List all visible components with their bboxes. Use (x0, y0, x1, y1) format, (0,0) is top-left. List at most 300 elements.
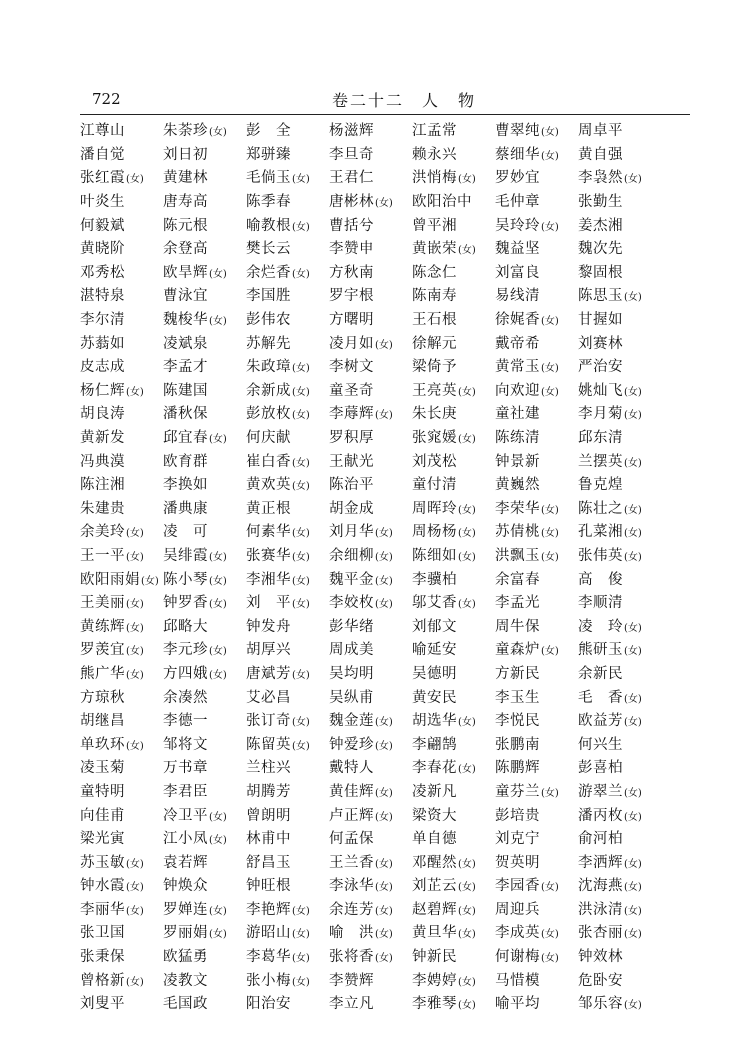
name-entry: 余富春 (495, 571, 540, 588)
name-entry: 李换如 (163, 477, 208, 494)
name-row (80, 354, 660, 378)
name-row (80, 519, 660, 543)
name-row (80, 708, 660, 732)
name-entry: 潘自觉 (80, 146, 125, 163)
name-entry: 李赞申 (329, 241, 374, 258)
name-entry: 易线清 (495, 288, 540, 305)
name-entry: 周杨杨(女) (412, 524, 476, 541)
name-entry: 曾格新(女) (80, 972, 144, 989)
name-entry: 李园香(女) (495, 878, 559, 895)
name-entry: 李成英(女) (495, 925, 559, 942)
name-entry: 钟爱珍(女) (329, 736, 393, 753)
name-entry: 李尔清 (80, 312, 125, 329)
name-entry: 凌 玲(女) (578, 618, 642, 635)
name-entry: 李荣华(女) (495, 500, 559, 517)
name-entry: 张红霞(女) (80, 170, 144, 187)
name-entry: 苏玉敏(女) (80, 854, 144, 871)
name-entry: 黄常玉(女) (495, 359, 559, 376)
name-entry: 魏梭华(女) (163, 312, 227, 329)
name-entry: 何庆献 (246, 430, 291, 447)
name-entry: 陈小琴(女) (163, 571, 227, 588)
name-entry: 戴帝希 (495, 335, 540, 352)
name-list (80, 118, 660, 1015)
name-entry: 贺英明 (495, 854, 540, 871)
name-row (80, 472, 660, 496)
name-row (80, 613, 660, 637)
name-entry: 黄晓阶 (80, 241, 125, 258)
name-entry: 魏次先 (578, 241, 623, 258)
name-entry: 欧旱辉(女) (163, 264, 227, 281)
name-row (80, 849, 660, 873)
name-row (80, 731, 660, 755)
running-title (332, 88, 476, 111)
name-entry: 黄巍然 (495, 477, 540, 494)
name-row (80, 637, 660, 661)
name-entry: 潘典康 (163, 500, 208, 517)
name-entry: 李德一 (163, 713, 208, 730)
name-entry: 凌教文 (163, 972, 208, 989)
name-entry: 方新民 (495, 665, 540, 682)
name-entry: 黄正根 (246, 500, 291, 517)
name-entry: 李雅琴(女) (412, 996, 476, 1013)
name-entry: 童圣奇 (329, 382, 374, 399)
name-entry: 李葛华(女) (246, 949, 310, 966)
name-entry: 曹翠纯(女) (495, 123, 559, 140)
name-row (80, 543, 660, 567)
name-row (80, 684, 660, 708)
name-entry: 罗丽娟(女) (163, 925, 227, 942)
name-entry: 湛特泉 (80, 288, 125, 305)
name-entry: 凌 可 (163, 524, 208, 541)
name-entry: 欧育群 (163, 453, 208, 470)
name-row (80, 967, 660, 991)
name-entry: 向欢迎(女) (495, 382, 559, 399)
name-entry: 苏解先 (246, 335, 291, 352)
name-entry: 罗羡宜(女) (80, 642, 144, 659)
name-entry: 余新民 (578, 665, 623, 682)
name-entry: 万书章 (163, 760, 208, 777)
name-entry: 冷卫平(女) (163, 807, 227, 824)
name-entry: 鲁克煌 (578, 477, 623, 494)
name-entry: 单自德 (412, 831, 457, 848)
name-entry: 何毅斌 (80, 217, 125, 234)
name-entry: 舒昌玉 (246, 854, 291, 871)
name-entry: 陈念仁 (412, 264, 457, 281)
name-entry: 邱略大 (163, 618, 208, 635)
name-entry: 胡选华(女) (412, 713, 476, 730)
name-entry: 余新成(女) (246, 382, 310, 399)
name-entry: 黄建林 (163, 170, 208, 187)
name-entry: 陈元根 (163, 217, 208, 234)
name-entry: 毛仲章 (495, 194, 540, 211)
name-entry: 凌玉菊 (80, 760, 125, 777)
name-entry: 李玉生 (495, 689, 540, 706)
name-entry: 刘茂松 (412, 453, 457, 470)
name-entry: 游翠兰(女) (578, 783, 642, 800)
name-entry: 曹括兮 (329, 217, 374, 234)
name-entry: 李树文 (329, 359, 374, 376)
name-entry: 欧阳雨娟(女) (80, 571, 159, 588)
name-entry: 毛 香(女) (578, 689, 642, 706)
name-row (80, 991, 660, 1015)
name-entry: 刘富良 (495, 264, 540, 281)
name-entry: 严治安 (578, 359, 623, 376)
name-entry: 童森炉(女) (495, 642, 559, 659)
name-row (80, 873, 660, 897)
name-entry: 苏倩桃(女) (495, 524, 559, 541)
name-entry: 凌斌泉 (163, 335, 208, 352)
name-entry: 罗宇根 (329, 288, 374, 305)
name-row (80, 189, 660, 213)
name-entry: 张卫国 (80, 925, 125, 942)
name-entry: 童付清 (412, 477, 457, 494)
name-entry: 黎固根 (578, 264, 623, 281)
name-entry: 彭放枚(女) (246, 406, 310, 423)
name-entry: 何孟保 (329, 831, 374, 848)
name-entry: 邬艾香(女) (412, 595, 476, 612)
name-entry: 张伟英(女) (578, 547, 642, 564)
page-number: 722 (92, 90, 121, 108)
name-entry: 钟发舟 (246, 618, 291, 635)
name-entry: 何兴生 (578, 736, 623, 753)
name-entry: 刘叟平 (80, 996, 125, 1013)
name-entry: 陈建国 (163, 382, 208, 399)
name-entry: 江小凤(女) (163, 831, 227, 848)
name-entry: 阳治安 (246, 996, 291, 1013)
name-entry: 周晖玲(女) (412, 500, 476, 517)
name-entry: 童社建 (495, 406, 540, 423)
name-row (80, 779, 660, 803)
name-entry: 洪飘玉(女) (495, 547, 559, 564)
name-entry: 方四娥(女) (163, 665, 227, 682)
name-entry: 喻教根(女) (246, 217, 310, 234)
name-row (80, 496, 660, 520)
name-entry: 胡腾芳 (246, 783, 291, 800)
name-entry: 王君仁 (329, 170, 374, 187)
name-entry: 李袅然(女) (578, 170, 642, 187)
name-entry: 陈治平 (329, 477, 374, 494)
name-entry: 邹乐容(女) (578, 996, 642, 1013)
name-entry: 李旦奇 (329, 146, 374, 163)
name-entry: 唐寿高 (163, 194, 208, 211)
name-row (80, 118, 660, 142)
name-entry: 黄新发 (80, 430, 125, 447)
name-entry: 刘月华(女) (329, 524, 393, 541)
name-entry: 熊广华(女) (80, 665, 144, 682)
name-row (80, 755, 660, 779)
name-entry: 余烂香(女) (246, 264, 310, 281)
name-entry: 杨滋辉 (329, 123, 374, 140)
name-entry: 王一平(女) (80, 547, 144, 564)
name-entry: 张杏丽(女) (578, 925, 642, 942)
name-entry: 罗积厚 (329, 430, 374, 447)
name-entry: 魏平金(女) (329, 571, 393, 588)
name-row (80, 212, 660, 236)
name-entry: 欧益芳(女) (578, 713, 642, 730)
name-entry: 张秉保 (80, 949, 125, 966)
name-entry: 江尊山 (80, 123, 125, 140)
name-entry: 兰柱兴 (246, 760, 291, 777)
name-entry: 江孟常 (412, 123, 457, 140)
name-entry: 李月菊(女) (578, 406, 642, 423)
name-entry: 卢正辉(女) (329, 807, 393, 824)
name-entry: 张勤生 (578, 194, 623, 211)
name-entry: 邓秀松 (80, 264, 125, 281)
name-entry: 黄欢英(女) (246, 477, 310, 494)
name-entry: 冯典漠 (80, 453, 125, 470)
name-entry: 黄练辉(女) (80, 618, 144, 635)
name-entry: 黄嵌荣(女) (412, 241, 476, 258)
name-row (80, 944, 660, 968)
name-entry: 梁倚予 (412, 359, 457, 376)
name-entry: 洪悄梅(女) (412, 170, 476, 187)
name-entry: 高 俊 (578, 571, 623, 588)
name-entry: 陈留英(女) (246, 736, 310, 753)
name-entry: 王亮英(女) (412, 382, 476, 399)
name-row (80, 165, 660, 189)
name-entry: 艾必昌 (246, 689, 291, 706)
volume-label: 卷二十二 (332, 91, 405, 110)
name-row (80, 260, 660, 284)
name-entry: 陈思玉(女) (578, 288, 642, 305)
name-entry: 李娉婷(女) (412, 972, 476, 989)
name-entry: 王石根 (412, 312, 457, 329)
name-entry: 潘秋保 (163, 406, 208, 423)
name-row (80, 378, 660, 402)
name-entry: 熊研玉(女) (578, 642, 642, 659)
name-entry: 潘丙枚(女) (578, 807, 642, 824)
name-entry: 皮志成 (80, 359, 125, 376)
name-entry: 朱长庚 (412, 406, 457, 423)
name-entry: 方琼秋 (80, 689, 125, 706)
name-entry: 欧猛勇 (163, 949, 208, 966)
name-entry: 向佳甫 (80, 807, 125, 824)
name-entry: 陈壮之(女) (578, 500, 642, 517)
name-entry: 唐斌芳(女) (246, 665, 310, 682)
name-entry: 林甫中 (246, 831, 291, 848)
name-entry: 周成美 (329, 642, 374, 659)
name-entry: 李顺清 (578, 595, 623, 612)
name-entry: 罗婵连(女) (163, 901, 227, 918)
name-entry: 危卧安 (578, 972, 623, 989)
name-entry: 凌新凡 (412, 783, 457, 800)
name-entry: 邱东清 (578, 430, 623, 447)
name-entry: 余登高 (163, 241, 208, 258)
name-row (80, 920, 660, 944)
name-entry: 王献光 (329, 453, 374, 470)
name-entry: 周卓平 (578, 123, 623, 140)
name-row (80, 897, 660, 921)
name-entry: 刘芷云(女) (412, 878, 476, 895)
name-entry: 胡厚兴 (246, 642, 291, 659)
name-entry: 徐娓香(女) (495, 312, 559, 329)
name-entry: 钟焕众 (163, 878, 208, 895)
name-entry: 方秋南 (329, 264, 374, 281)
name-entry: 李赞辉 (329, 972, 374, 989)
name-entry: 童芬兰(女) (495, 783, 559, 800)
name-entry: 毛倘玉(女) (246, 170, 310, 187)
name-entry: 邹将文 (163, 736, 208, 753)
name-entry: 黄佳辉(女) (329, 783, 393, 800)
name-row (80, 425, 660, 449)
name-row (80, 236, 660, 260)
name-entry: 胡良涛 (80, 406, 125, 423)
name-entry: 彭培贵 (495, 807, 540, 824)
name-entry: 姜杰湘 (578, 217, 623, 234)
name-entry: 李姣枚(女) (329, 595, 393, 612)
name-entry: 戴特人 (329, 760, 374, 777)
name-entry: 张窕媛(女) (412, 430, 476, 447)
name-entry: 周牛保 (495, 618, 540, 635)
name-entry: 罗妙宜 (495, 170, 540, 187)
name-entry: 唐彬林(女) (329, 194, 393, 211)
name-entry: 吴德明 (412, 665, 457, 682)
name-entry: 胡金成 (329, 500, 374, 517)
name-entry: 钟景新 (495, 453, 540, 470)
name-entry: 李元珍(女) (163, 642, 227, 659)
name-entry: 陈南寿 (412, 288, 457, 305)
name-entry: 李艳辉(女) (246, 901, 310, 918)
name-entry: 彭 全 (246, 123, 291, 140)
name-row (80, 283, 660, 307)
name-entry: 游昭山(女) (246, 925, 310, 942)
name-entry: 何素华(女) (246, 524, 310, 541)
name-entry: 何谢梅(女) (495, 949, 559, 966)
name-entry: 李翩鹄 (412, 736, 457, 753)
name-entry: 李蓐辉(女) (329, 406, 393, 423)
name-entry: 张鹏南 (495, 736, 540, 753)
name-entry: 郑骈臻 (246, 146, 291, 163)
name-entry: 朱荼珍(女) (163, 123, 227, 140)
name-entry: 钟旺根 (246, 878, 291, 895)
name-entry: 蔡细华(女) (495, 146, 559, 163)
name-entry: 袁若辉 (163, 854, 208, 871)
name-entry: 毛国政 (163, 996, 208, 1013)
name-entry: 曾平湘 (412, 217, 457, 234)
name-entry: 陈练清 (495, 430, 540, 447)
name-row (80, 590, 660, 614)
name-entry: 余细柳(女) (329, 547, 393, 564)
name-entry: 刘郁文 (412, 618, 457, 635)
name-row (80, 401, 660, 425)
name-entry: 刘 平(女) (246, 595, 310, 612)
name-entry: 梁光寅 (80, 831, 125, 848)
name-entry: 李孟光 (495, 595, 540, 612)
name-entry: 张订奇(女) (246, 713, 310, 730)
name-entry: 朱政璋(女) (246, 359, 310, 376)
name-entry: 彭伟农 (246, 312, 291, 329)
name-entry: 赖永兴 (412, 146, 457, 163)
name-entry: 彭喜柏 (578, 760, 623, 777)
name-entry: 张小梅(女) (246, 972, 310, 989)
name-entry: 喻平均 (495, 996, 540, 1013)
name-entry: 李春花(女) (412, 760, 476, 777)
name-entry: 陈细如(女) (412, 547, 476, 564)
name-entry: 钟水霞(女) (80, 878, 144, 895)
name-entry: 吴纵甫 (329, 689, 374, 706)
name-entry: 徐解元 (412, 335, 457, 352)
name-row (80, 307, 660, 331)
name-row (80, 142, 660, 166)
name-entry: 钟罗香(女) (163, 595, 227, 612)
section-label: 人 物 (422, 91, 477, 110)
name-entry: 苏蓊如 (80, 335, 125, 352)
name-entry: 余美玲(女) (80, 524, 144, 541)
name-entry: 甘握如 (578, 312, 623, 329)
name-entry: 喻 洪(女) (329, 925, 393, 942)
name-entry: 李泳华(女) (329, 878, 393, 895)
name-entry: 姚灿飞(女) (578, 382, 642, 399)
name-row (80, 826, 660, 850)
name-row (80, 661, 660, 685)
name-entry: 吴均明 (329, 665, 374, 682)
name-entry: 陈注湘 (80, 477, 125, 494)
name-entry: 王美丽(女) (80, 595, 144, 612)
name-entry: 喻延安 (412, 642, 457, 659)
name-row (80, 802, 660, 826)
name-entry: 李君臣 (163, 783, 208, 800)
page-header (80, 88, 690, 115)
name-row (80, 330, 660, 354)
name-entry: 叶炎生 (80, 194, 125, 211)
name-entry: 魏益坚 (495, 241, 540, 258)
name-entry: 梁资大 (412, 807, 457, 824)
name-entry: 李国胜 (246, 288, 291, 305)
name-entry: 彭华绪 (329, 618, 374, 635)
name-row (80, 566, 660, 590)
name-entry: 余连芳(女) (329, 901, 393, 918)
name-entry: 王兰香(女) (329, 854, 393, 871)
name-entry: 欧阳治中 (412, 194, 472, 211)
name-entry: 樊长云 (246, 241, 291, 258)
name-entry: 黄自强 (578, 146, 623, 163)
name-entry: 凌月如(女) (329, 335, 393, 352)
name-entry: 赵碧辉(女) (412, 901, 476, 918)
name-entry: 刘日初 (163, 146, 208, 163)
name-entry: 刘克宁 (495, 831, 540, 848)
name-entry: 黄旦华(女) (412, 925, 476, 942)
name-entry: 魏金莲(女) (329, 713, 393, 730)
name-entry: 吴绯霞(女) (163, 547, 227, 564)
name-entry: 周迎兵 (495, 901, 540, 918)
name-entry: 单玖环(女) (80, 736, 144, 753)
name-entry: 杨仁辉(女) (80, 382, 144, 399)
name-entry: 吴玲玲(女) (495, 217, 559, 234)
name-entry: 钟效林 (578, 949, 623, 966)
name-entry: 崔白香(女) (246, 453, 310, 470)
name-entry: 俞河柏 (578, 831, 623, 848)
name-entry: 李洒辉(女) (578, 854, 642, 871)
name-entry: 李悦民 (495, 713, 540, 730)
name-entry: 洪泳清(女) (578, 901, 642, 918)
name-entry: 马惜模 (495, 972, 540, 989)
name-entry: 陈季春 (246, 194, 291, 211)
name-entry: 张将香(女) (329, 949, 393, 966)
name-row (80, 448, 660, 472)
name-entry: 邓醒然(女) (412, 854, 476, 871)
name-entry: 胡继昌 (80, 713, 125, 730)
name-entry: 钟新民 (412, 949, 457, 966)
name-entry: 邱宜春(女) (163, 430, 227, 447)
name-entry: 兰摆英(女) (578, 453, 642, 470)
name-entry: 曾朗明 (246, 807, 291, 824)
name-entry: 张赛华(女) (246, 547, 310, 564)
name-entry: 曹泳宜 (163, 288, 208, 305)
name-entry: 朱建贵 (80, 500, 125, 517)
name-entry: 李孟才 (163, 359, 208, 376)
name-entry: 陈鹏辉 (495, 760, 540, 777)
name-entry: 李立凡 (329, 996, 374, 1013)
